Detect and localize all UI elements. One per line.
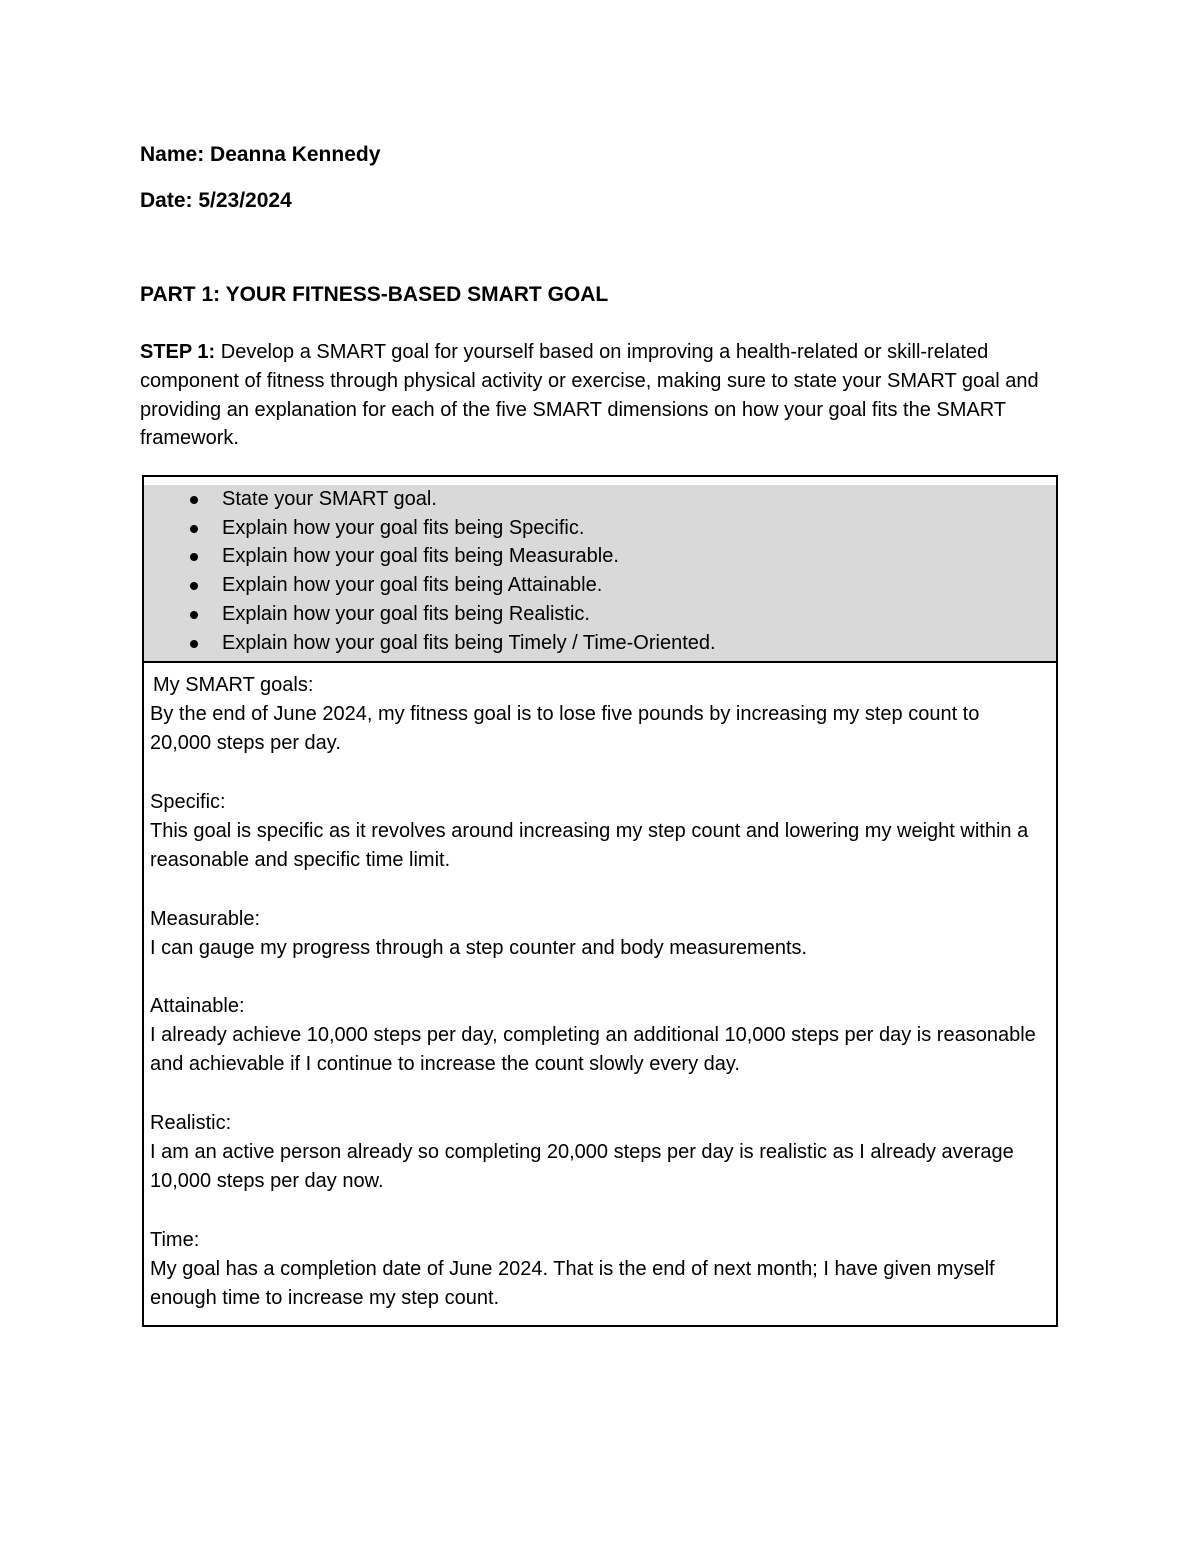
list-item-text: Explain how your goal fits being Realistic. [222,602,590,625]
specific-text: This goal is specific as it revolves around increasing my step count and lowering my weight within a reasonable and specific time limit. [150,819,1029,871]
answer-cell [144,663,1056,1324]
spacer [150,962,1046,992]
list-item [154,629,1046,658]
list-item [154,571,1046,600]
bullet-icon [190,611,198,619]
spacer [150,1079,1046,1109]
list-item [154,514,1046,543]
part1-heading: PART 1: YOUR FITNESS-BASED SMART GOAL [140,283,609,306]
measurable-text: I can gauge my progress through a step counter and body measurements. [150,936,808,959]
instructions-list [154,485,1046,657]
step1-instructions [140,338,1065,453]
spacer [150,1196,1046,1226]
spacer [150,875,1046,905]
list-item-text: Explain how your goal fits being Measurable. [222,545,619,568]
list-item-text: Explain how your goal fits being Specific. [222,516,585,539]
attainable-text: I already achieve 10,000 steps per day, completing an additional 10,000 steps per day is reasonable and achievable if I continue to increase the count slowly every day. [150,1024,1036,1076]
list-item-text: Explain how your goal fits being Timely / Time-Oriented. [222,631,716,654]
realistic-text: I am an active person already so completing 20,000 steps per day is realistic as I already average 10,000 steps per day now. [150,1141,1014,1192]
spacer [150,758,1046,788]
instructions-cell [144,485,1056,663]
goal-text: By the end of June 2024, my fitness goal is to lose five pounds by increasing my step count to 20,000 steps per day. [150,703,980,755]
step1-label: STEP 1: [140,341,216,363]
bullet-icon [190,553,198,561]
date-field: Date: 5/23/2024 [140,189,292,212]
name-field: Name: Deanna Kennedy [140,143,381,166]
list-item-text: State your SMART goal. [222,488,437,510]
measurable-heading: Measurable: [150,907,261,930]
bullet-icon [190,582,198,590]
attainable-heading: Attainable: [150,995,245,1018]
bullet-icon [190,525,198,533]
bullet-icon [190,640,198,648]
time-heading: Time: [150,1228,200,1251]
list-item-text: Explain how your goal fits being Attainable. [222,574,603,597]
list-item [154,485,1046,514]
bullet-icon [190,496,198,504]
list-item [154,600,1046,629]
realistic-heading: Realistic: [150,1112,232,1135]
list-item [154,542,1046,571]
time-text: My goal has a completion date of June 2024. That is the end of next month; I have given myself enough time to increase my step count. [150,1257,995,1309]
smart-goal-table [142,475,1058,1327]
step1-text: Develop a SMART goal for yourself based on improving a health-related or skill-related component of fitness through physical activity or exercise, making sure to state your SMART goal and providing an explanation for each of the five SMART dimensions on how your goal fits the SMART framework. [140,341,1039,450]
goal-heading: My SMART goals: [153,674,314,697]
specific-heading: Specific: [150,790,226,813]
